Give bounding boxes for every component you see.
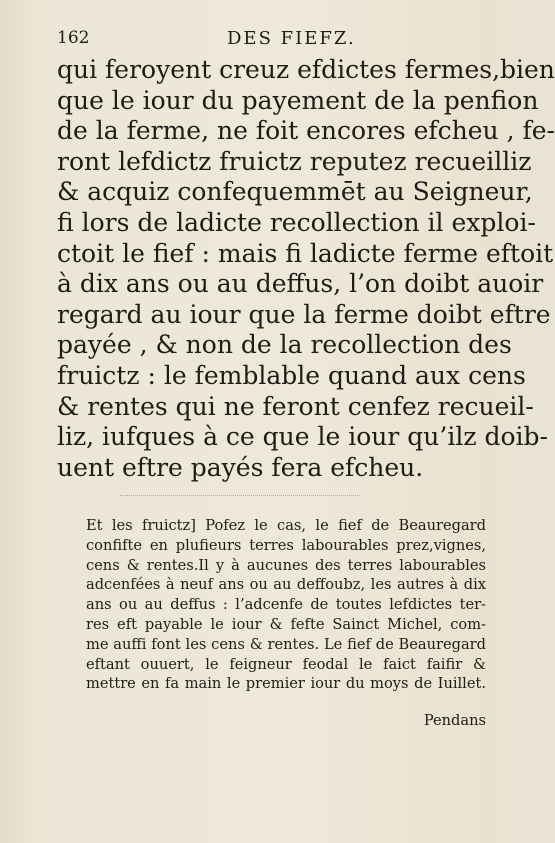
text-line: payée , & non de la recollection des — [57, 330, 512, 360]
note-line: Et les fruictz] Pofez le cas, le fief de Beauregard — [86, 517, 486, 534]
text-line: ront lefdictz fruictz reputez recueilliz — [57, 146, 532, 176]
text-line: de la ferme, ne foit encores efcheu , fe- — [57, 116, 555, 146]
text-line: liz, iufques à ce que le iour qu’ilz doib- — [57, 422, 548, 452]
text-line: & rentes qui ne feront cenfez recueil- — [57, 391, 534, 421]
text-line: ctoit le fief : mais fi ladicte ferme eftoit — [57, 238, 554, 268]
text-line: fruictz : le femblable quand aux cens — [57, 360, 526, 390]
note-line: confifte en plufieurs terres labourables prez,vignes, — [86, 536, 486, 554]
running-title: DES FIEFZ. — [227, 28, 356, 49]
page-header — [57, 28, 357, 52]
note-line: eftant ouuert, le feigneur feodal le faict faifir & — [86, 655, 486, 673]
note-line: ans ou au deffus : l’adcenfe de toutes lefdictes ter- — [86, 596, 486, 614]
text-line: qui feroyent creuz efdictes fermes,bien — [57, 55, 555, 84]
page-number: 162 — [57, 28, 90, 48]
main-text-block — [57, 55, 555, 483]
section-divider — [120, 495, 360, 496]
note-line: res eft payable le iour & fefte Sainct Michel, com- — [86, 615, 486, 633]
text-line: que le iour du payement de la penfion — [57, 85, 539, 115]
note-line: mettre en fa main le premier iour du moys de Iuillet. — [86, 675, 486, 693]
text-line: à dix ans ou au deffus, l’on doibt auoir — [57, 269, 544, 299]
text-line: regard au iour que la ferme doibt eftre — [57, 299, 551, 329]
note-line: adcenfées à neuf ans ou au deffoubz, les autres à dix — [86, 576, 486, 594]
note-line: me auffi font les cens & rentes. Le fief de Beauregard — [86, 635, 486, 653]
text-line: fi lors de ladicte recollection il exploi- — [57, 207, 536, 237]
catchword: Pendans — [423, 712, 486, 729]
text-line: uent eftre payés fera efcheu. — [57, 452, 424, 482]
text-line: & acquiz confequemmēt au Seigneur, — [57, 177, 533, 207]
commentary-note — [86, 516, 486, 694]
note-line: cens & rentes.Il y à aucunes des terres labourables — [86, 556, 486, 574]
